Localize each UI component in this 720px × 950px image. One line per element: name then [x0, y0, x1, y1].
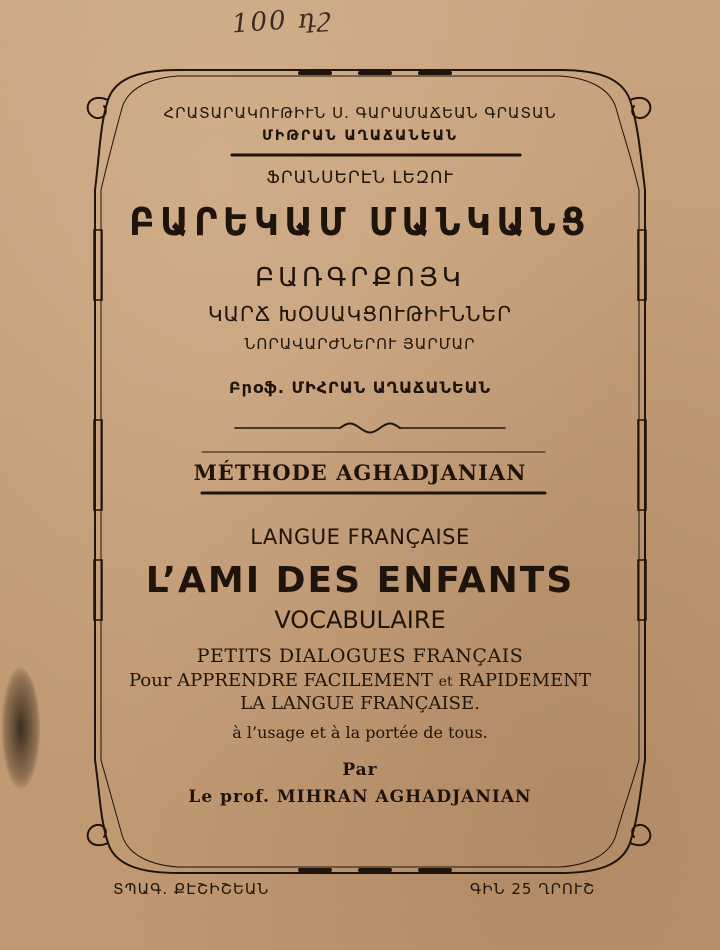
- publisher-line: ՀՐԱՏԱՐԱԿՈՒԹԻՒՆ Ս. ԳԱՐԱՄԱՃԵԱՆ ԳՐԱՏԱՆ: [163, 104, 557, 122]
- armenian-title: ԲԱՐԵԿԱՄ ՄԱՆԿԱՆՑ: [129, 200, 591, 244]
- handwritten-note: 100 դշ: [231, 2, 333, 40]
- armenian-author: Բրօֆ. ՄԻՀՐԱՆ ԱՂԱՃԱՆԵԱՆ: [228, 378, 492, 397]
- armenian-language-label: ՖՐԱՆՍԵՐԷՆ ԼԵԶՈՒ: [266, 168, 454, 188]
- price-label: ԳԻՆ 25 ՂՐՈՒՇ: [470, 880, 596, 898]
- editor-line: ՄԻԹՐԱՆ ԱՂԱՃԱՆԵԱՆ: [261, 128, 459, 144]
- rapidement-text: RAPIDEMENT: [458, 670, 591, 691]
- pour-word: Pour: [129, 670, 172, 691]
- french-author: Le prof. MIHRAN AGHADJANIAN: [188, 787, 532, 807]
- langue-line: LA LANGUE FRANÇAISE.: [240, 693, 480, 714]
- par-label: Par: [342, 760, 378, 780]
- apprendre-text: APPRENDRE FACILEMENT: [177, 670, 433, 691]
- french-title: L’AMI DES ENFANTS: [145, 560, 575, 601]
- et-word: et: [438, 674, 453, 690]
- method-title: MÉTHODE AGHADJANIAN: [193, 460, 527, 485]
- printer-label: ՏՊԱԳ. ՔԷՇԻՇԵԱՆ: [113, 880, 270, 898]
- purpose-line: [0, 670, 720, 691]
- armenian-description: ԿԱՐՃ ԽՕՍԱԿՑՈՒԹԻՒՆՆԵՐ: [207, 302, 512, 326]
- armenian-audience: ՆՈՐԱՎԱՐԺՆԵՐՈՒ ՅԱՐՄԱՐ: [244, 335, 476, 353]
- vocabulary-label: VOCABULAIRE: [274, 606, 446, 634]
- french-language-label: LANGUE FRANÇAISE: [250, 525, 470, 549]
- usage-line: à l’usage et à la portée de tous.: [232, 723, 488, 742]
- dialogues-line: PETITS DIALOGUES FRANÇAIS: [196, 645, 524, 667]
- armenian-subtitle: ԲԱՌԳՐՔՈՅԿ: [255, 263, 465, 293]
